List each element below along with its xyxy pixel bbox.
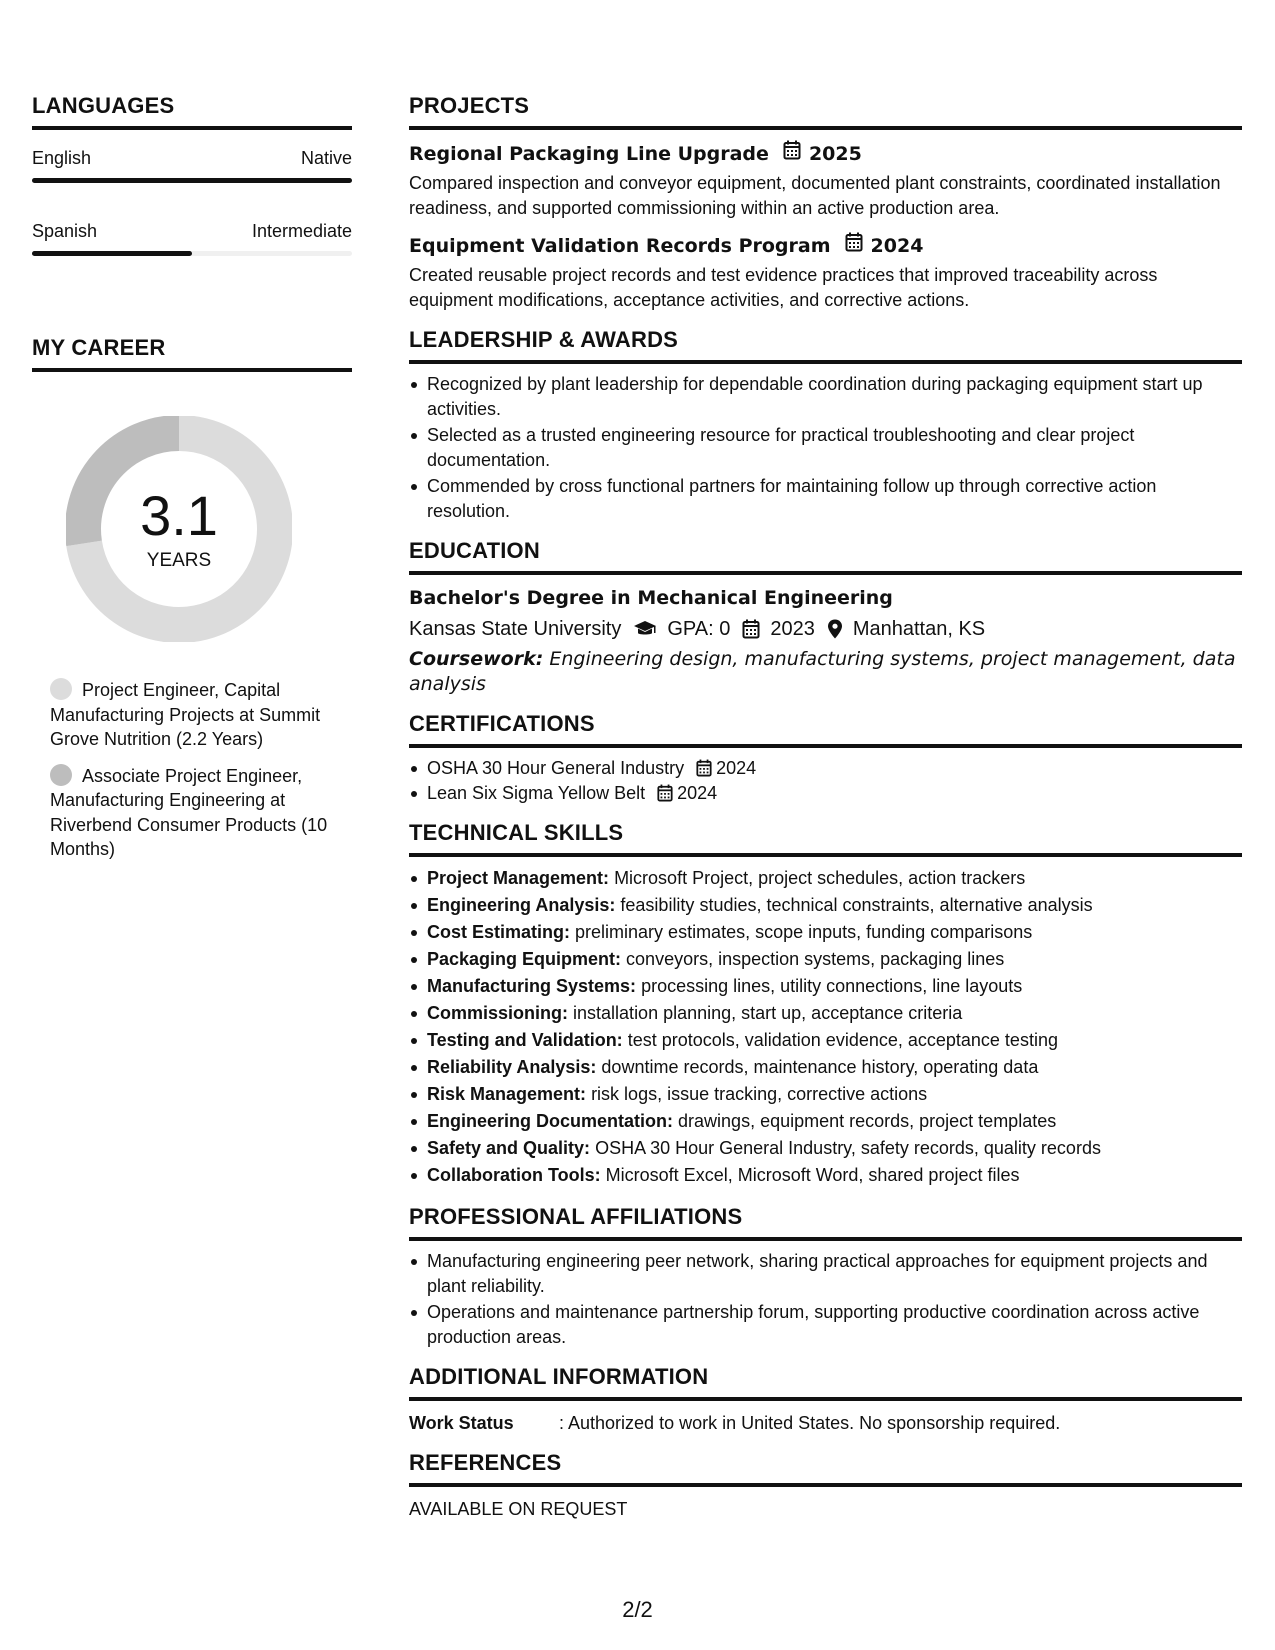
- coursework-label: Coursework:: [409, 648, 544, 670]
- language-proficiency-fill: [32, 251, 192, 256]
- career-section: [32, 334, 352, 862]
- certification-year: 2024: [677, 782, 718, 803]
- career-legend: [50, 678, 330, 862]
- skill-value: Microsoft Excel, Microsoft Word, shared project files: [605, 1165, 1020, 1185]
- coursework: [409, 647, 1242, 696]
- language-name: English: [32, 148, 92, 168]
- school-name: Kansas State University: [409, 618, 622, 640]
- language-proficiency-bar: [32, 178, 352, 183]
- skill-value: processing lines, utility connections, line layouts: [641, 976, 1023, 996]
- skill-item: [409, 1027, 1242, 1054]
- skill-label: Cost Estimating:: [427, 922, 571, 942]
- career-total-unit: YEARS: [146, 550, 212, 571]
- skill-label: Collaboration Tools:: [427, 1165, 601, 1185]
- certification-year: 2024: [716, 758, 757, 778]
- project-description: Compared inspection and conveyor equipment, documented plant constraints, coordinated installation readiness, and supported commissioning within an active production area.: [409, 173, 1221, 218]
- education-meta: [409, 615, 1242, 643]
- skill-label: Engineering Analysis:: [427, 895, 616, 915]
- career-role: Project Engineer, Capital Manufacturing Projects at Summit Grove Nutrition (2.2 Years): [50, 680, 321, 749]
- work-status-label: Work Status: [409, 1413, 514, 1433]
- project-year: 2024: [870, 234, 924, 257]
- legend-dot: [50, 678, 72, 700]
- skill-value: OSHA 30 Hour General Industry, safety records, quality records: [595, 1138, 1101, 1158]
- skills-section: [409, 819, 1242, 1189]
- skill-value: test protocols, validation evidence, acceptance testing: [627, 1030, 1058, 1050]
- work-status-row: [409, 1411, 1242, 1435]
- graduation-year: 2023: [770, 618, 815, 640]
- skill-item: [409, 919, 1242, 946]
- language-item: [32, 219, 352, 256]
- affiliations-heading: PROFESSIONAL AFFILIATIONS: [409, 1203, 1242, 1241]
- skill-label: Manufacturing Systems:: [427, 976, 637, 996]
- skill-label: Engineering Documentation:: [427, 1111, 674, 1131]
- coursework-text: Engineering design, manufacturing systems, project management, data analysis: [409, 648, 1236, 695]
- location-pin-icon: [827, 619, 843, 639]
- skill-item: [409, 1135, 1242, 1162]
- skill-value: Microsoft Project, project schedules, action trackers: [614, 868, 1026, 888]
- calendar-icon: [657, 784, 673, 802]
- certification-item: [409, 756, 1242, 781]
- career-donut-chart: [66, 416, 292, 642]
- calendar-icon: [696, 759, 712, 777]
- list-item: Selected as a trusted engineering resource for practical troubleshooting and clear project documentation.: [409, 423, 1242, 472]
- graduation-cap-icon: [633, 620, 657, 638]
- skill-label: Testing and Validation:: [427, 1030, 623, 1050]
- certification-item: [409, 781, 1242, 806]
- skill-label: Packaging Equipment:: [427, 949, 622, 969]
- right-column: [409, 92, 1242, 1535]
- project-item: [409, 232, 1242, 312]
- list-item: Recognized by plant leadership for dependable coordination during packaging equipment start up activities.: [409, 372, 1242, 421]
- skill-value: downtime records, maintenance history, operating data: [601, 1057, 1039, 1077]
- legend-dot: [50, 764, 72, 786]
- language-level: Native: [300, 148, 352, 168]
- skill-value: preliminary estimates, scope inputs, funding comparisons: [575, 922, 1033, 942]
- skill-value: feasibility studies, technical constraints, alternative analysis: [620, 895, 1093, 915]
- certification-name: OSHA 30 Hour General Industry: [427, 758, 685, 778]
- leadership-section: [409, 326, 1242, 523]
- skill-label: Project Management:: [427, 868, 610, 888]
- list-item: Operations and maintenance partnership forum, supporting productive coordination across active production areas.: [409, 1300, 1242, 1349]
- project-item: [409, 140, 1242, 220]
- skill-item: [409, 1000, 1242, 1027]
- skill-item: [409, 892, 1242, 919]
- work-status-value: : Authorized to work in United States. No sponsorship required.: [559, 1413, 1061, 1433]
- language-level: Intermediate: [251, 221, 352, 241]
- career-legend-item: [50, 764, 330, 862]
- language-item: [32, 146, 352, 183]
- skill-item: [409, 973, 1242, 1000]
- project-name: Regional Packaging Line Upgrade: [409, 142, 769, 165]
- projects-section: [409, 92, 1242, 312]
- skill-item: [409, 1162, 1242, 1189]
- education-location: Manhattan, KS: [852, 618, 986, 640]
- skill-value: installation planning, start up, acceptance criteria: [573, 1003, 963, 1023]
- calendar-icon: [742, 619, 760, 639]
- languages-heading: LANGUAGES: [32, 92, 352, 130]
- leadership-heading: LEADERSHIP & AWARDS: [409, 326, 1242, 364]
- certifications-section: [409, 710, 1242, 805]
- languages-section: [32, 92, 352, 256]
- skill-value: risk logs, issue tracking, corrective actions: [591, 1084, 928, 1104]
- skill-label: Risk Management:: [427, 1084, 587, 1104]
- certification-name: Lean Six Sigma Yellow Belt: [427, 782, 646, 803]
- skill-label: Safety and Quality:: [427, 1138, 591, 1158]
- project-description: Created reusable project records and test evidence practices that improved traceability across equipment modifications, acceptance activities, and corrective actions.: [409, 265, 1158, 310]
- gpa: GPA: 0: [667, 618, 731, 640]
- skill-item: [409, 946, 1242, 973]
- project-name: Equipment Validation Records Program: [409, 234, 831, 257]
- projects-heading: PROJECTS: [409, 92, 1242, 130]
- page-number: 2/2: [622, 1597, 653, 1622]
- skill-item: [409, 1081, 1242, 1108]
- language-name: Spanish: [32, 221, 98, 241]
- language-proficiency-fill: [32, 178, 352, 183]
- project-year: 2025: [808, 142, 862, 165]
- degree-title: Bachelor's Degree in Mechanical Engineering: [409, 587, 893, 609]
- list-item: Commended by cross functional partners for maintaining follow up through corrective action resolution.: [409, 474, 1242, 523]
- references-text: AVAILABLE ON REQUEST: [409, 1499, 628, 1519]
- career-role: Associate Project Engineer, Manufacturing Engineering at Riverbend Consumer Products (10 Months): [50, 765, 328, 859]
- career-legend-item: [50, 678, 330, 752]
- additional-info-heading: ADDITIONAL INFORMATION: [409, 1363, 1242, 1401]
- skill-item: [409, 1054, 1242, 1081]
- skill-label: Commissioning:: [427, 1003, 569, 1023]
- references-section: [409, 1449, 1242, 1521]
- skills-list: [409, 865, 1242, 1189]
- affiliations-section: [409, 1203, 1242, 1349]
- skill-item: [409, 1108, 1242, 1135]
- skill-value: conveyors, inspection systems, packaging lines: [626, 949, 1005, 969]
- calendar-icon: [845, 232, 863, 259]
- references-heading: REFERENCES: [409, 1449, 1242, 1487]
- skills-heading: TECHNICAL SKILLS: [409, 819, 1242, 857]
- skill-item: [409, 865, 1242, 892]
- certifications-heading: CERTIFICATIONS: [409, 710, 1242, 748]
- career-total-years: 3.1: [140, 484, 218, 547]
- education-section: [409, 537, 1242, 696]
- calendar-icon: [783, 140, 801, 167]
- education-heading: EDUCATION: [409, 537, 1242, 575]
- left-column: [32, 92, 352, 862]
- skill-label: Reliability Analysis:: [427, 1057, 597, 1077]
- language-proficiency-bar: [32, 251, 352, 256]
- career-heading: MY CAREER: [32, 334, 352, 372]
- additional-info-section: [409, 1363, 1242, 1435]
- skill-value: drawings, equipment records, project templates: [678, 1111, 1057, 1131]
- list-item: Manufacturing engineering peer network, sharing practical approaches for equipment projects and plant reliability.: [409, 1249, 1242, 1298]
